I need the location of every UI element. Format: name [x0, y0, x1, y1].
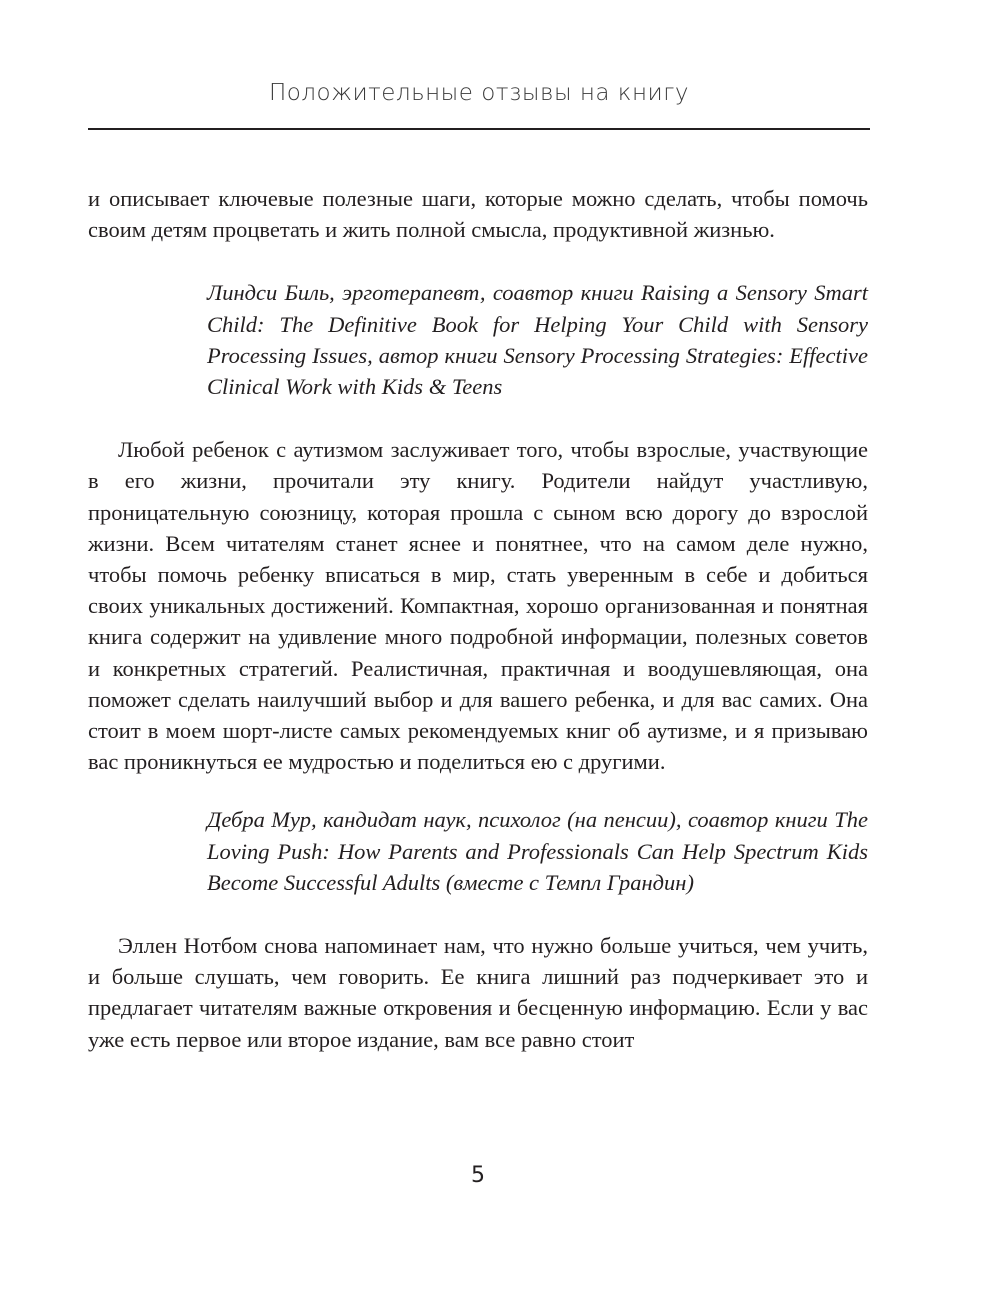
attribution-quote-2: Дебра Мур, кандидат наук, психолог (на пенсии), соавтор книги The Loving Push: How Parents and Professionals Can Help Spectrum Kids Become Successful Adults (вместе с Темпл Грандин)	[207, 807, 868, 895]
paragraph-continuation: и описывает ключевые полезные шаги, которые можно сделать, чтобы помочь своим детям процветать и жить полной смысла, продуктивной жизнью.	[88, 186, 868, 243]
running-header: Положительные отзывы на книгу	[268, 80, 690, 106]
review-paragraph-2: Эллен Нотбом снова напоминает нам, что нужно больше учиться, чем учить, и больше слушать, чем говорить. Ее книга лишний раз подчеркивает это и предлагает читателям важные откровения и бесценную информацию. Если у вас уже есть первое или второе издание, вам все равно стоит	[88, 933, 868, 1052]
review-paragraph: Любой ребенок с аутизмом заслуживает того, чтобы взрослые, участвующие в его жизни, прочитали эту книгу. Родители найдут участливую, проницательную союзницу, которая прошла с сыном всю дорогу до взрослой жизни. Всем читателям станет яснее и понятнее, что на самом деле нужно, чтобы помочь ребенку вписаться в мир, стать уверенным в себе и добиться своих уникальных достижений. Компактная, хорошо организованная и понятная книга содержит на удивление много подробной информации, полезных советов и конкретных стратегий. Реалистичная, практичная и воодушевляющая, она поможет сделать наилучший выбор и для вашего ребенка, и для вас самих. Она стоит в моем шорт-листе самых рекомендуемых книг об аутизме, и я призываю вас проникнуться ее мудростью и поделиться ею с другими.	[88, 437, 868, 775]
page-number: 5	[471, 1163, 485, 1188]
attribution-quote-1: Линдси Биль, эрготерапевт, соавтор книги Raising a Sensory Smart Child: The Definitive Book for Helping Your Child with Sensory Processing Issues, автор книги Sensory Processing Strategies: Effective Clinical Work with Kids & Teens	[207, 280, 868, 400]
page-body	[88, 183, 868, 1055]
header-rule	[88, 128, 870, 130]
